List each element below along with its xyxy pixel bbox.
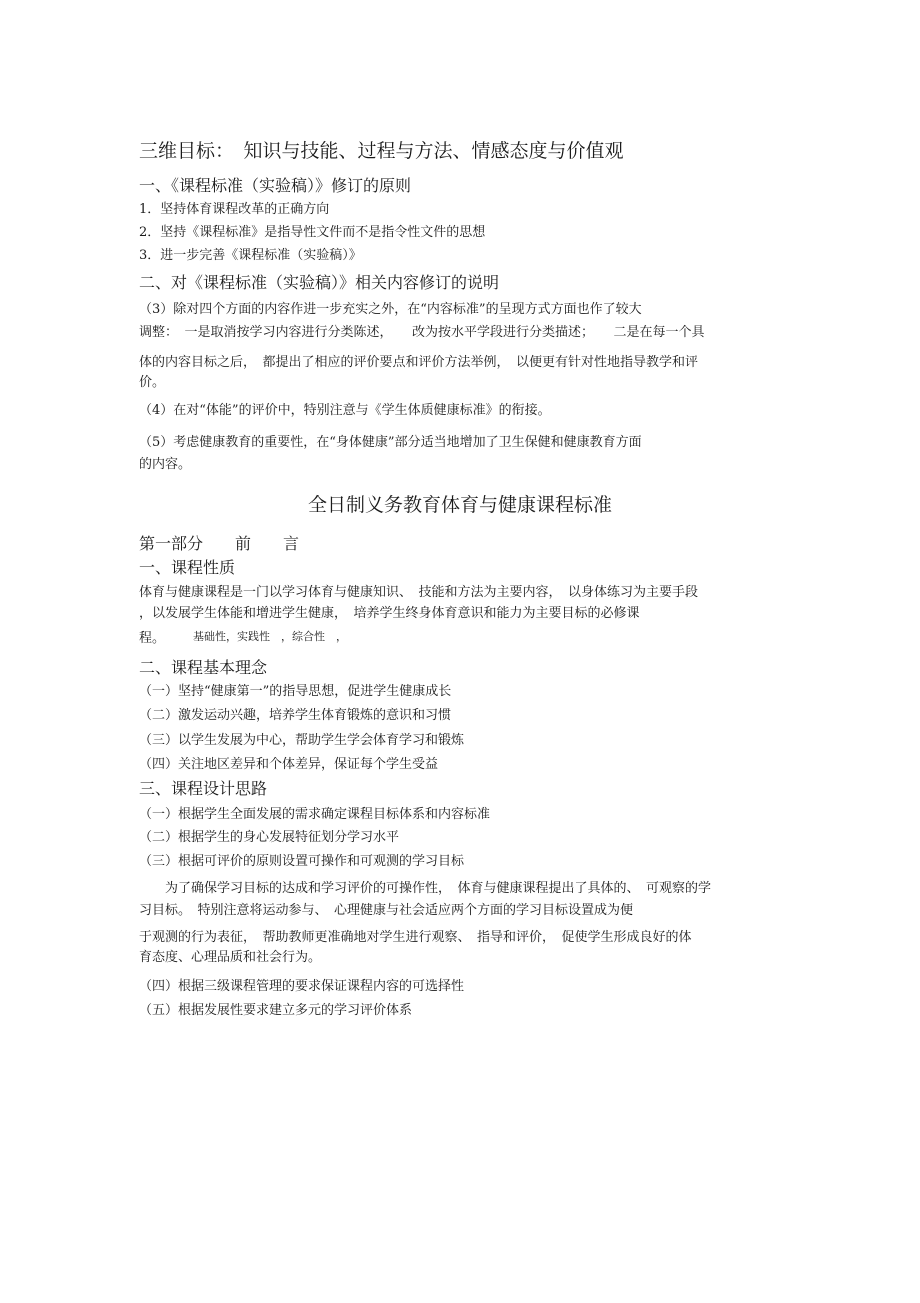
list-item: （五）根据发展性要求建立多元的学习评价体系 <box>139 1003 413 1018</box>
paragraph-line: （4）在对“体能”的评价中，特别注意与《学生体质健康标准》的衔接。 <box>139 403 551 418</box>
part-1-heading: 第一部分 前 言 <box>139 534 300 553</box>
design-ideas-heading: 三、课程设计思路 <box>139 779 268 798</box>
paragraph-line: 价。 <box>139 375 166 390</box>
list-item: （一）根据学生全面发展的需求确定课程目标体系和内容标准 <box>139 807 491 822</box>
list-item: （一）坚持“健康第一”的指导思想，促进学生健康成长 <box>139 684 452 699</box>
list-item: （四）关注地区差异和个体差异，保证每个学生受益 <box>139 757 439 772</box>
basic-ideas-heading: 二、课程基本理念 <box>139 658 268 677</box>
paragraph-line: 于观测的行为表征， 帮助教师更准确地对学生进行观察、 指导和评价， 促使学生形成良好的体 <box>139 930 692 945</box>
course-nature-heading: 一、课程性质 <box>139 558 236 577</box>
paragraph-line: ，以发展学生体能和增进学生健康， 培养学生终身体育意识和能力为主要目标的必修课 <box>139 606 640 621</box>
list-item: 3．进一步完善《课程标准（实验稿）》 <box>139 248 362 263</box>
paragraph-line: 体育与健康课程是一门以学习体育与健康知识、 技能和方法为主要内容， 以身体练习为主要手段 <box>139 585 699 600</box>
standard-title: 全日制义务教育体育与健康课程标准 <box>307 494 612 516</box>
paragraph-line: 程。 <box>139 631 166 646</box>
list-item: （三）根据可评价的原则设置可操作和可观测的学习目标 <box>139 854 465 869</box>
section-1-heading: 一、《课程标准（实验稿）》修订的原则 <box>139 176 412 195</box>
list-item: 2．坚持《课程标准》是指导性文件而不是指令性文件的思想 <box>139 225 486 240</box>
list-item: （二）根据学生的身心发展特征划分学习水平 <box>139 830 400 845</box>
list-item: （四）根据三级课程管理的要求保证课程内容的可选择性 <box>139 979 465 994</box>
list-item: （三）以学生发展为中心，帮助学生学会体育学习和锻炼 <box>139 733 465 748</box>
paragraph-line: 育态度、心理品质和社会行为。 <box>139 950 322 965</box>
list-item: 1．坚持体育课程改革的正确方向 <box>139 202 330 217</box>
paragraph-line: （5）考虑健康教育的重要性，在“身体健康”部分适当地增加了卫生保健和健康教育方面 <box>139 435 642 450</box>
paragraph-line: 为了确保学习目标的达成和学习评价的可操作性， 体育与健康课程提出了具体的、 可观察的学 <box>139 881 712 896</box>
course-nature-tags: 基础性，实践性 ，综合性 ， <box>193 630 347 643</box>
paragraph-line: （3）除对四个方面的内容作进一步充实之外，在“内容标准”的呈现方式方面也作了较大 <box>139 302 642 317</box>
section-2-heading: 二、对《课程标准（实验稿）》相关内容修订的说明 <box>139 273 500 292</box>
paragraph-line: 体的内容目标之后， 都提出了相应的评价要点和评价方法举例， 以便更有针对性地指导教学和评 <box>139 355 699 370</box>
three-dimension-goals-title: 三维目标： 知识与技能、过程与方法、情感态度与价值观 <box>139 140 624 162</box>
paragraph-line: 的内容。 <box>139 457 192 472</box>
list-item: （二）激发运动兴趣，培养学生体育锻炼的意识和习惯 <box>139 708 452 723</box>
paragraph-line: 调整： 一是取消按学习内容进行分类陈述， 改为按水平学段进行分类描述； 二是在每一个具 <box>139 325 705 340</box>
paragraph-line: 习目标。 特别注意将运动参与、 心理健康与社会适应两个方面的学习目标设置成为便 <box>139 903 634 918</box>
